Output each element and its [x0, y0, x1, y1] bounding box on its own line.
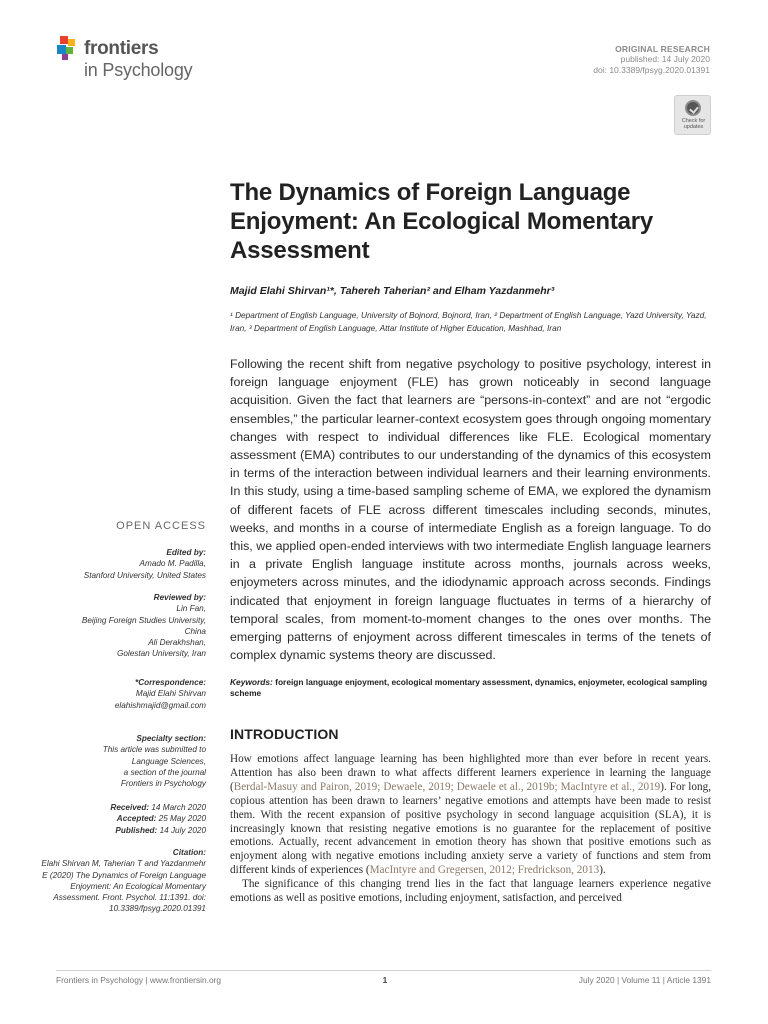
footer-divider [56, 970, 711, 971]
journal-name-line2: in Psychology [84, 60, 193, 80]
correspondence-email-link[interactable]: elahishmajid@gmail.com [114, 700, 206, 710]
intro-text: How emotions affect language learning has been highlighted more than ever before in recent years. Attention has also been drawn to what affects different learners experience in learning the language ( [230, 753, 711, 793]
journal-name-line1: frontiers [84, 38, 159, 59]
keywords [230, 677, 711, 699]
received-value: 14 March 2020 [151, 803, 206, 812]
citation-link[interactable]: Berdal-Masuy and Pairon, 2019; Dewaele, 2019; Dewaele et al., 2019b; MacIntyre et al., 2019 [233, 780, 661, 793]
reviewer-affiliation: Beijing Foreign Studies University, [81, 615, 206, 625]
published-date-side [40, 825, 206, 836]
reviewed-by-label: Reviewed by: [153, 593, 206, 602]
article-meta-header [593, 44, 710, 76]
specialty-line: Frontiers in Psychology [120, 779, 206, 789]
correspondence-info [40, 677, 206, 711]
reviewer-country: China [184, 626, 206, 636]
introduction-body [230, 753, 711, 906]
article-title: The Dynamics of Foreign Language Enjoyment: An Ecological Momentary Assessment [230, 179, 654, 264]
specialty-line: a section of the journal [123, 767, 206, 777]
correspondence-name: Majid Elahi Shirvan [135, 689, 206, 699]
reviewer-name: Lin Fan, [176, 604, 206, 614]
specialty-section [40, 733, 206, 789]
footer-journal-link[interactable]: Frontiers in Psychology | www.frontiersin.org [56, 975, 222, 985]
editor-affiliation: Stanford University, United States [83, 570, 206, 580]
reviewer-info [40, 592, 206, 660]
published-value: 14 July 2020 [159, 825, 206, 835]
keywords-list: foreign language enjoyment, ecological momentary assessment, dynamics, enjoymeter, ecological sampling scheme [230, 677, 708, 698]
abstract: Following the recent shift from negative psychology to positive psychology, interest in foreign language enjoyment (FLE) has grown noticeably in second language acquisition. Given the fact that learners are “persons-in-context” and are not “ergodic ensembles,” the particular learner-context ecosystem goes through ongoing momentary changes with respect to individual differences like FLE. Ecological momentary assessment (EMA) contributes to our understanding of the dynamics of this ecosystem in terms of the interaction between individual learners and their learning environments. In this study, using a time-based sampling scheme of EMA, we explored the dynamism of different facets of FLE across different timescales including seconds, minutes, weeks, and months in a course of intermediate English as a foreign language. To do this, we applied open-ended interviews with two intermediate English language learners in a private English language institute across months, journals across weeks, enjoymeters across minutes, and the idiodynamic approach across seconds. Findings indicated that enjoyment in foreign language fluctuates in terms of a hierarchy of temporal scales, from moment-to-moment changes to the ones over months. The emerging patterns of enjoyment across different timescales in terms of the tenets of complex dynamic systems theory are discussed. [230, 357, 711, 663]
check-for-updates-button[interactable] [674, 95, 711, 135]
author-list[interactable]: Majid Elahi Shirvan¹*, Tahereh Taherian² and Elham Yazdanmehr³ [230, 285, 555, 297]
page-number: 1 [382, 975, 388, 985]
specialty-line: This article was submitted to [102, 745, 206, 755]
accepted-label: Accepted: [116, 814, 157, 824]
intro-text: ). [599, 864, 606, 877]
specialty-label: Specialty section: [136, 734, 206, 743]
published-label: Published: [115, 825, 158, 835]
received-date [40, 802, 206, 813]
footer-issue-info: July 2020 | Volume 11 | Article 1391 [578, 975, 711, 985]
citation-info [40, 847, 206, 915]
intro-paragraph [230, 753, 711, 878]
keywords-label: Keywords: [230, 677, 273, 687]
accepted-date [40, 813, 206, 824]
edited-by-label: Edited by: [166, 548, 206, 557]
specialty-line: Language Sciences, [131, 756, 206, 766]
dates-info [40, 802, 206, 836]
check-updates-label: Check for updates [681, 118, 706, 130]
accepted-value: 25 May 2020 [158, 814, 206, 824]
reviewer-name: Ali Derakhshan, [148, 638, 206, 648]
frontiers-logo-icon [55, 36, 81, 62]
section-heading-introduction: INTRODUCTION [230, 726, 339, 742]
doi-link[interactable]: doi: 10.3389/fpsyg.2020.01391 [593, 65, 710, 75]
article-type: ORIGINAL RESEARCH [615, 44, 710, 54]
intro-paragraph: The significance of this changing trend lies in the fact that language learners experience negative emotions as well as positive emotions, including enjoyment, satisfaction, and perceived [230, 878, 711, 905]
open-access-label: OPEN ACCESS [116, 520, 206, 532]
check-updates-icon [685, 100, 701, 116]
editor-info [40, 547, 206, 581]
journal-logo[interactable] [55, 34, 205, 84]
citation-link[interactable]: MacIntyre and Gregersen, 2012; Fredrickson, 2013 [369, 864, 600, 877]
reviewer-affiliation: Golestan University, Iran [116, 649, 206, 659]
intro-text: ). For long, copious attention has been drawn to learners’ negative emotions and attempts have been made to resist them. With the recent expansion of positive psychology in second language acquisition (SLA), it is increasingly known that resisting negative emotions is no guarantee for the replacement of positive emotions. Actually, recent advancement in emotion theory has shown that positive emotions such as enjoyment along with negative emotions including anxiety serve a variety of functions and stem from different kinds of experiences ( [230, 780, 711, 877]
citation-label: Citation: [172, 848, 206, 857]
received-label: Received: [110, 803, 150, 812]
correspondence-label: *Correspondence: [135, 678, 206, 687]
editor-name: Amado M. Padilla, [139, 559, 206, 569]
published-date: published: 14 July 2020 [620, 54, 710, 64]
citation-text[interactable]: Elahi Shirvan M, Taherian T and Yazdanmehr E (2020) The Dynamics of Foreign Language Enjoyment: An Ecological Momentary Assessment. Front. Psychol. 11:1391. doi: 10.3389/fpsyg.2020.01391 [41, 859, 206, 914]
affiliations: ¹ Department of English Language, University of Bojnord, Bojnord, Iran, ² Department of English Language, Yazd University, Yazd, Iran, ³ Department of English Language, Attar Institute of Higher Education, Mashhad, Iran [230, 310, 707, 333]
